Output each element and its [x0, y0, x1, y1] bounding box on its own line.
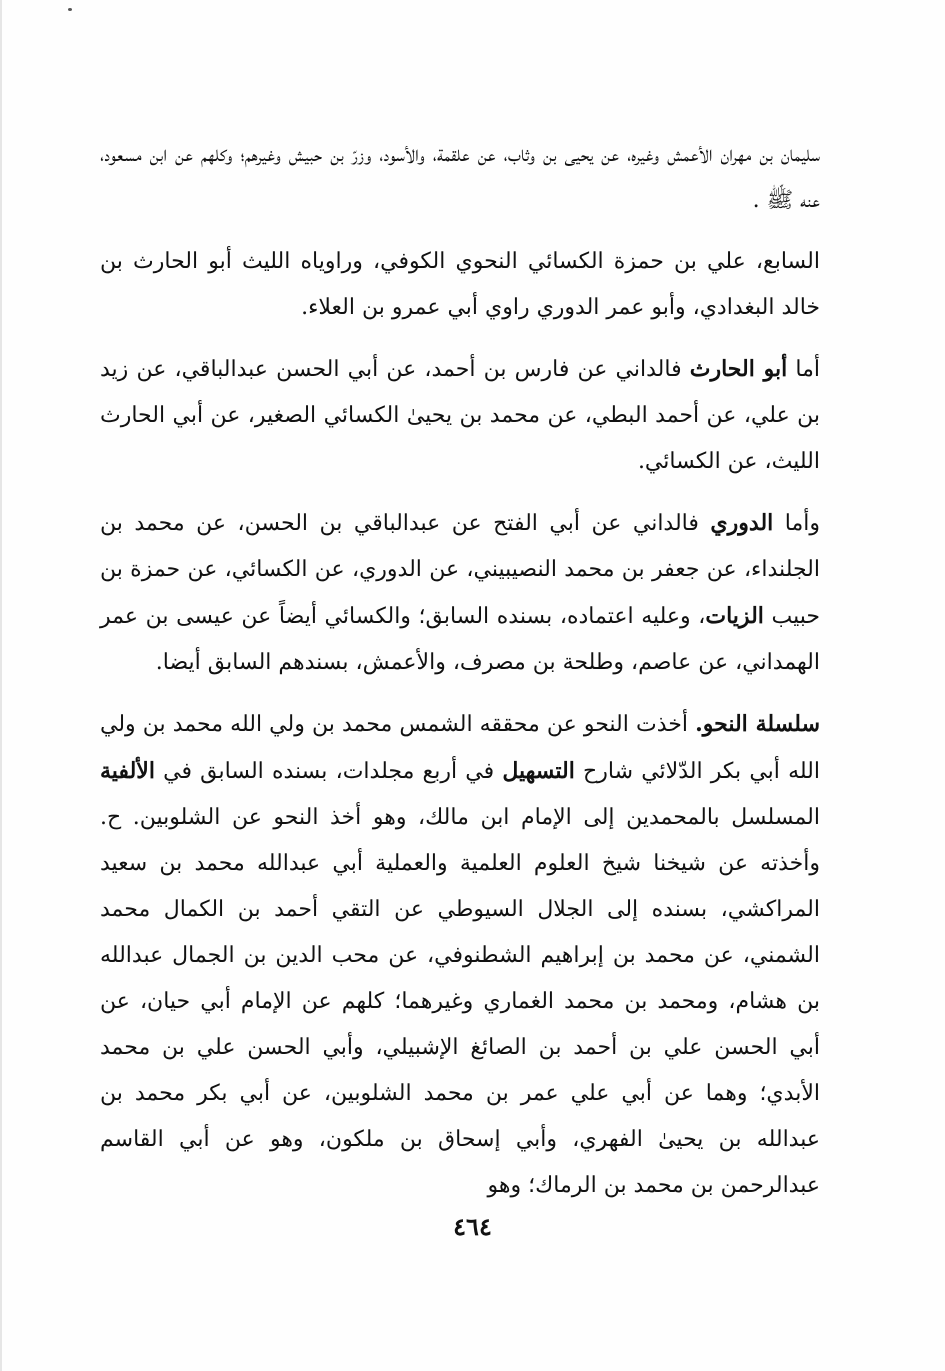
paragraph-2: [100, 239, 820, 331]
bold-term: سلسلة النحو.: [695, 711, 821, 737]
paragraph-4: [100, 500, 820, 686]
text-run: وأما: [773, 511, 820, 536]
bold-term: التسهيل: [502, 758, 575, 784]
text-run: سليمان بن مهران الأعمش وغيره، عن يحيى بن وثاب، عن علقمة، والأسود، وزرّ بن حبيش وغيرهم؛ وكلهم عن ابن مسعود، عنه ﷺ .: [100, 142, 820, 213]
page-number: ٤٦٤: [453, 1212, 492, 1241]
paragraph-5: [100, 701, 820, 1209]
bold-term: أبو الحارث: [689, 356, 788, 382]
paragraph-1: [100, 132, 820, 224]
bold-term: الدوري: [710, 510, 774, 536]
text-run: المسلسل بالمحمدين إلى الإمام ابن مالك، وهو أخذ النحو عن الشلوبين. ح. وأخذته عن شيخنا شيخ العلوم العلمية والعملية أبي عبدالله محمد بن سعيد المراكشي، بسنده إلى الجلال السيوطي عن التقي أحمد بن الكمال محمد الشمني، عن محمد بن إبراهيم الشطنوفي، عن محب الدين بن الجمال عبدالله بن هشام، ومحمد بن محمد الغماري وغيرهما؛ كلهم عن الإمام أبي حيان، عن أبي الحسن علي بن أحمد بن الصائغ الإشبيلي، وأبي الحسن علي بن محمد الأبدي؛ وهما عن أبي علي عمر بن محمد الشلوبين، عن أبي بكر محمد بن عبدالله بن يحيىٰ الفهري، وأبي إسحاق بن ملكون، وهو عن أبي القاسم عبدالرحمن بن محمد بن الرماك؛ وهو: [100, 805, 820, 1198]
paragraph-3: [100, 346, 820, 485]
main-text-block: [100, 132, 820, 1224]
bold-term: الزيات: [705, 603, 764, 629]
text-run: في أربع مجلدات، بسنده السابق في: [154, 759, 503, 784]
text-run: ، وعليه اعتماده، بسنده السابق؛ والكسائي أيضاً عن عيسى بن عمر الهمداني، عن عاصم، وطلحة بن مصرف، والأعمش، بسندهم السابق أيضا.: [100, 604, 820, 675]
page-edge-shadow: [0, 0, 2, 1371]
text-run: أخذت النحو عن محققه الشمس محمد بن ولي الله محمد بن ولي الله أبي بكر الدّلائي شارح: [100, 712, 820, 784]
text-run: السابع، علي بن حمزة الكسائي النحوي الكوفي، وراوياه الليث أبو الحارث بن خالد البغدادي، وأبو عمر الدوري راوي أبي عمرو بن العلاء.: [100, 249, 820, 320]
text-run: فالداني عن أبي الفتح عن عبدالباقي بن الحسن، عن محمد بن الجلنداء، عن جعفر بن محمد النصيبيني، عن الدوري، عن الكسائي، عن حمزة بن حبيب: [100, 511, 820, 629]
scan-speck: [68, 8, 72, 11]
bold-term: الألفية: [100, 758, 155, 784]
text-run: أما: [787, 357, 820, 382]
text-run: فالداني عن فارس بن أحمد، عن أبي الحسن عبدالباقي، عن زيد بن علي، عن أحمد البطي، عن محمد بن يحيىٰ الكسائي الصغير، عن أبي الحارث الليث، عن الكسائي.: [100, 357, 820, 474]
